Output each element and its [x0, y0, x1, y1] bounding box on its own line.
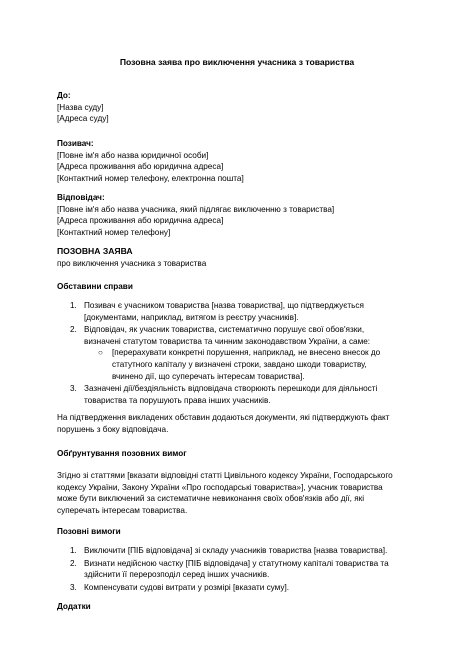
circumstances-conclusion: На підтвердження викладених обставин додаються документи, які підтверджують факт порушень з боку відповідача. [57, 413, 390, 434]
list-item [57, 558, 429, 581]
list-item-text: Компенсувати судові витрати у розмірі [вказати суму]. [84, 582, 290, 592]
defendant-name: [Повне ім'я або назва учасника, який підлягає виключенню з товариства] [57, 204, 335, 214]
plaintiff-address: [Адреса проживання або юридична адреса] [57, 162, 224, 172]
list-number: 1. [70, 546, 77, 555]
demands-list [57, 545, 429, 593]
court-name: [Назва суду] [57, 102, 104, 112]
sub-item-text: [перерахувати конкретні порушення, наприклад, не внесено внесок до [112, 348, 381, 358]
list-number: 3. [70, 582, 77, 592]
justification-heading: Обґрунтування позовних вимог [57, 449, 187, 458]
list-item-text: визначені статутом товариства та чинним законодавством України, а саме: [84, 336, 371, 346]
claim-subheading: про виключення учасника з товариства [57, 258, 207, 268]
court-address: [Адреса суду] [57, 114, 109, 124]
claim-header [57, 246, 429, 269]
plaintiff-name: [Повне ім'я або назва юридичної особи] [57, 150, 209, 160]
list-item-text: Відповідач, як учасник товариства, систематично порушує свої обов'язки, [84, 325, 365, 335]
list-number: 1. [70, 301, 77, 310]
list-number: 2. [70, 558, 77, 568]
list-number: 2. [70, 325, 77, 335]
circle-bullet-icon: ○ [98, 348, 103, 358]
list-number: 3. [70, 384, 77, 394]
list-item-text: [документами, наприклад, витягом із реєстру учасників]. [84, 312, 299, 322]
plaintiff-contacts: [Контактний номер телефону, електронна пошта] [57, 173, 244, 183]
list-item-text: Визнати недійсною частку [ПІБ відповідача] у статутному капіталі товариства та [84, 558, 389, 568]
justification-text: Згідно зі статтями [вказати відповідні статті Цивільного кодексу України, Господарського кодексу України, Закону України «Про господарські товариства»], учасник товариства може бути виключений за систематичне невиконання своїх обов'язків або дії, які суперечать інтересам товариства. [57, 471, 393, 515]
circumstances-list [57, 300, 429, 406]
defendant-address: [Адреса проживання або юридична адреса] [57, 216, 224, 226]
list-item [57, 383, 429, 406]
sub-list-item [57, 347, 429, 382]
defendant-section [57, 192, 429, 238]
defendant-heading: Відповідач: [57, 193, 105, 202]
claim-heading: ПОЗОВНА ЗАЯВА [57, 246, 133, 256]
attachments-heading: Додатки [57, 602, 91, 611]
document-title: Позовна заява про виключення учасника з товариства [119, 57, 355, 67]
list-item-text: товариства та порушують права інших учасників. [84, 395, 271, 405]
demands-heading: Позовні вимоги [57, 527, 121, 536]
list-item-text: Позивач є учасником товариства [назва товариства], що підтверджується [84, 301, 364, 310]
list-item-text: здійснити її перерозподіл серед інших учасників. [84, 570, 270, 580]
list-item-text: Виключити [ПІБ відповідача] зі складу учасників товариства [назва товариства]. [84, 546, 388, 555]
defendant-contacts: [Контактний номер телефону] [57, 227, 171, 237]
to-heading: До: [57, 91, 71, 100]
plaintiff-heading: Позивач: [57, 139, 94, 148]
circumstances-heading: Обставини справи [57, 282, 133, 291]
sub-item-text: вчинено дії, що суперечать інтересам товариства]. [112, 371, 305, 381]
list-item [57, 324, 429, 347]
sub-item-text: статутного капіталу у визначені строки, завдано шкоди товариству, [112, 359, 367, 369]
list-item-text: Зазначені дії/бездіяльність відповідача створюють перешкоди для діяльності [84, 384, 378, 394]
list-item [57, 300, 429, 323]
list-item [57, 545, 429, 557]
list-item [57, 582, 429, 594]
plaintiff-section [57, 138, 429, 184]
to-section [57, 90, 429, 125]
